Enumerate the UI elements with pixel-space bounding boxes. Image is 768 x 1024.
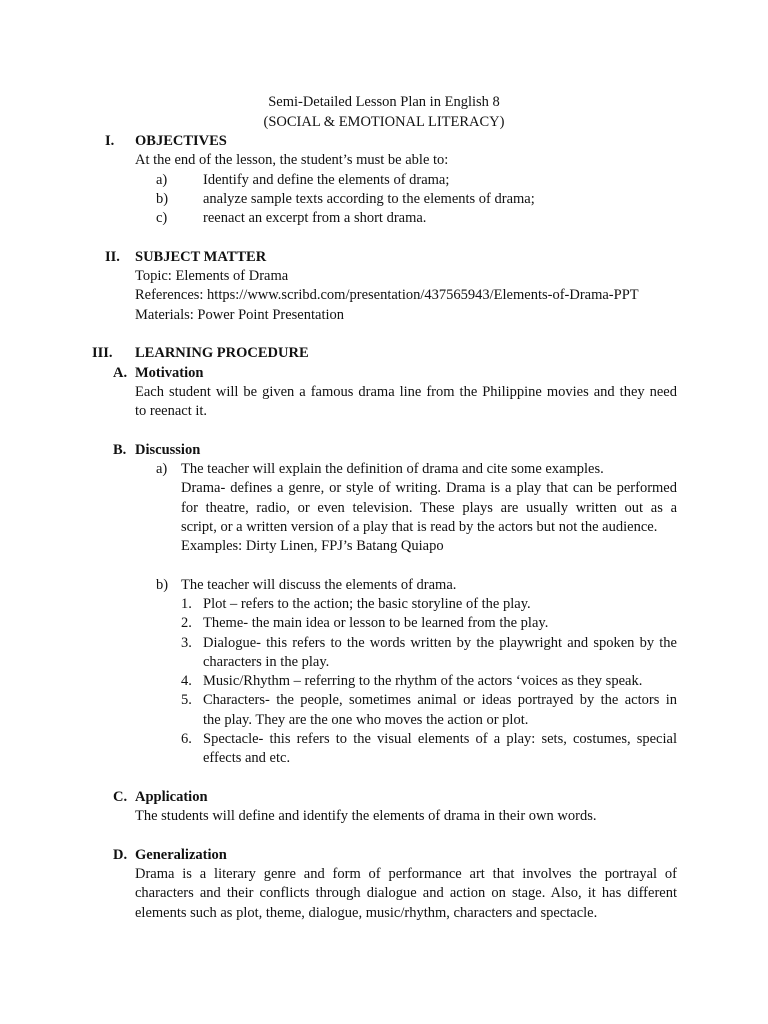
element-mark-1: 1. <box>181 596 192 612</box>
element-characters-line-1: Characters- the people, sometimes animal or ideas portrayed by the actors in <box>203 692 677 708</box>
objective-mark-c: c) <box>156 210 168 226</box>
discussion-mark-a: a) <box>156 461 168 477</box>
objective-mark-a: a) <box>156 172 168 188</box>
application-text: The students will define and identify the elements of drama in their own words. <box>135 808 597 824</box>
subsection-letter-application: C. <box>113 789 128 805</box>
drama-definition-line-2: for theatre, radio, or even television. These plays are usually written out as a <box>181 500 677 516</box>
section-heading-objectives: OBJECTIVES <box>135 133 227 149</box>
element-music-rhythm: Music/Rhythm – referring to the rhythm of the actors ‘voices as they speak. <box>203 673 643 689</box>
section-numeral-objectives: I. <box>105 133 115 149</box>
motivation-line-2: to reenact it. <box>135 403 208 419</box>
element-dialogue-line-2: characters in the play. <box>203 654 330 670</box>
section-heading-learning-procedure: LEARNING PROCEDURE <box>135 345 309 361</box>
subsection-heading-application: Application <box>135 789 208 805</box>
drama-definition-line-3: script, or a written version of a play that is read by the actors but not the audience. <box>181 519 658 535</box>
discussion-mark-b: b) <box>156 577 169 593</box>
objective-mark-b: b) <box>156 191 169 207</box>
title-line-2: (SOCIAL & EMOTIONAL LITERACY) <box>263 114 505 130</box>
section-numeral-subject-matter: II. <box>105 249 120 265</box>
subsection-letter-motivation: A. <box>113 365 128 381</box>
discussion-item-b: The teacher will discuss the elements of drama. <box>181 577 457 593</box>
element-spectacle-line-1: Spectacle- this refers to the visual elements of a play: sets, costumes, special <box>203 731 677 747</box>
section-numeral-learning-procedure: III. <box>92 345 113 361</box>
motivation-line-1: Each student will be given a famous drama line from the Philippine movies and they need <box>135 384 677 400</box>
objective-item-a: Identify and define the elements of drama; <box>203 172 450 188</box>
subsection-letter-generalization: D. <box>113 847 128 863</box>
element-mark-2: 2. <box>181 615 192 631</box>
generalization-line-2: characters and their conflicts through dialogue and action on stage. Also, it has different <box>135 885 677 901</box>
generalization-line-1: Drama is a literary genre and form of performance art that involves the portrayal of <box>135 866 677 882</box>
element-mark-5: 5. <box>181 692 192 708</box>
section-heading-subject-matter: SUBJECT MATTER <box>135 249 267 265</box>
generalization-line-3: elements such as plot, theme, dialogue, music/rhythm, characters and spectacle. <box>135 905 598 921</box>
discussion-item-a: The teacher will explain the definition of drama and cite some examples. <box>181 461 604 477</box>
element-dialogue-line-1: Dialogue- this refers to the words written by the playwright and spoken by the <box>203 635 677 651</box>
element-theme: Theme- the main idea or lesson to be learned from the play. <box>203 615 549 631</box>
objective-item-c: reenact an excerpt from a short drama. <box>203 210 427 226</box>
element-mark-6: 6. <box>181 731 192 747</box>
drama-definition-line-1: Drama- defines a genre, or style of writing. Drama is a play that can be performed <box>181 480 677 496</box>
objective-item-b: analyze sample texts according to the elements of drama; <box>203 191 535 207</box>
document-title <box>0 93 768 133</box>
subject-references: References: https://www.scribd.com/presentation/437565943/Elements-of-Drama-PPT <box>135 287 639 303</box>
title-line-1: Semi-Detailed Lesson Plan in English 8 <box>268 94 500 110</box>
element-mark-3: 3. <box>181 635 192 651</box>
element-plot: Plot – refers to the action; the basic storyline of the play. <box>203 596 531 612</box>
subsection-letter-discussion: B. <box>113 442 127 458</box>
subsection-heading-generalization: Generalization <box>135 847 227 863</box>
subject-materials: Materials: Power Point Presentation <box>135 307 345 323</box>
subject-topic: Topic: Elements of Drama <box>135 268 289 284</box>
subsection-heading-discussion: Discussion <box>135 442 201 458</box>
drama-examples: Examples: Dirty Linen, FPJ’s Batang Quiapo <box>181 538 444 554</box>
element-mark-4: 4. <box>181 673 192 689</box>
element-characters-line-2: the play. They are the one who moves the action or plot. <box>203 712 529 728</box>
subsection-heading-motivation: Motivation <box>135 365 204 381</box>
element-spectacle-line-2: effects and etc. <box>203 750 291 766</box>
objectives-intro: At the end of the lesson, the student’s must be able to: <box>135 152 449 168</box>
